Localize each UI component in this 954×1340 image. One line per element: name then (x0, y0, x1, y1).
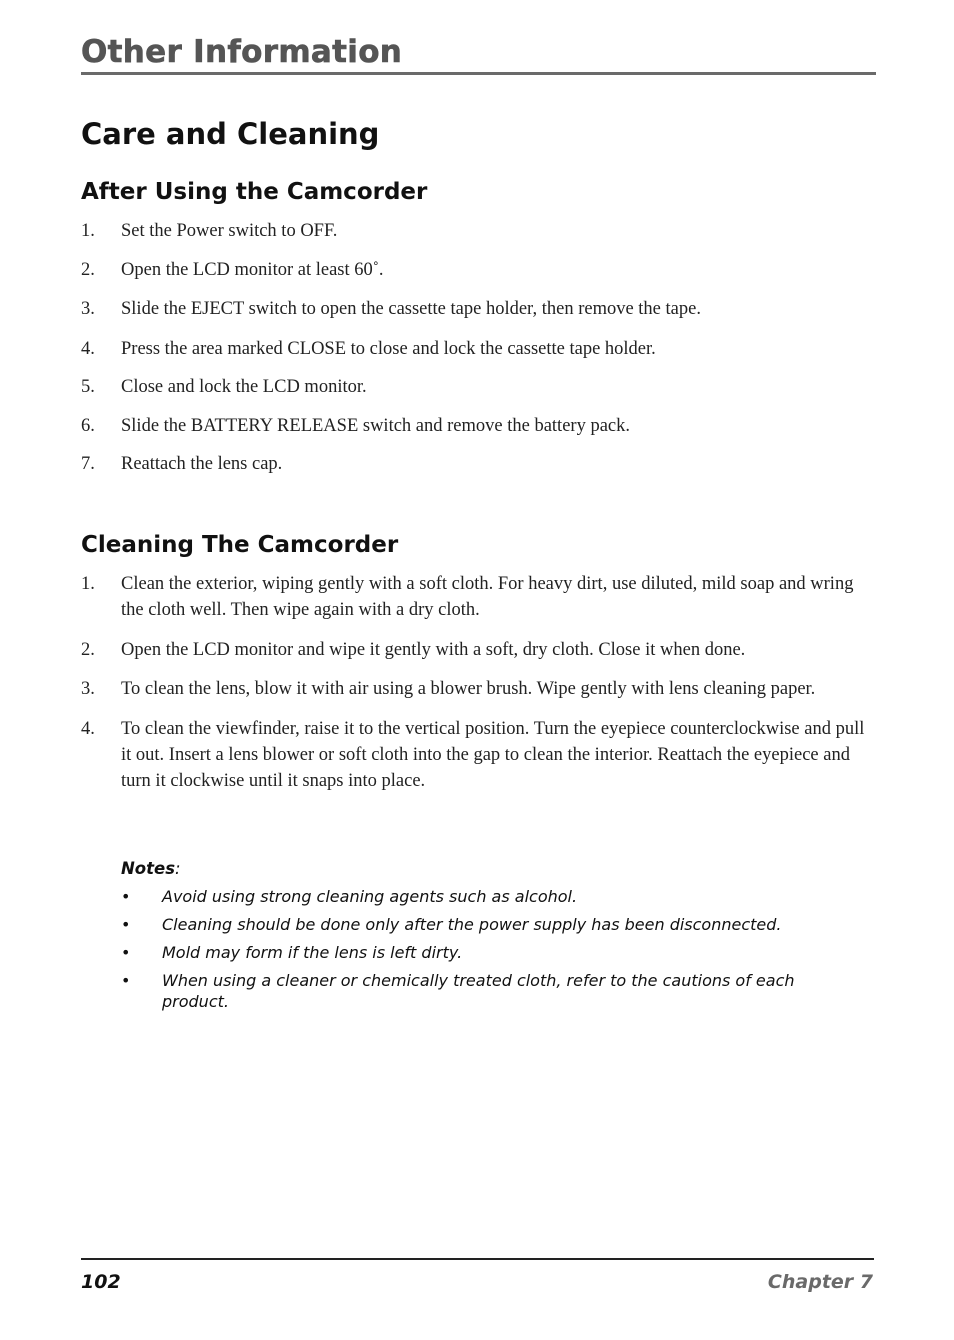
step-number: 2. (81, 640, 95, 660)
notes-label-colon: : (175, 859, 181, 878)
notes-list (121, 886, 841, 1012)
step-number: 7. (81, 454, 95, 474)
step-text: Reattach the lens cap. (121, 454, 283, 474)
cleaning-steps (81, 571, 871, 794)
cleaning-heading: Cleaning The Camcorder (81, 532, 399, 558)
step-number: 3. (81, 299, 95, 319)
step-text: Open the LCD monitor at least 60˚. (121, 260, 384, 280)
list-item (81, 218, 871, 244)
step-number: 4. (81, 719, 95, 739)
list-item (81, 257, 871, 283)
bullet-icon: • (121, 915, 131, 934)
step-text: Slide the BATTERY RELEASE switch and remove the battery pack. (121, 416, 630, 436)
step-number: 6. (81, 416, 95, 436)
step-number: 5. (81, 377, 95, 397)
list-item (81, 336, 871, 362)
list-item (81, 637, 871, 663)
notes-label (121, 858, 181, 880)
note-text: Mold may form if the lens is left dirty. (162, 943, 463, 962)
list-item (81, 296, 871, 322)
list-item (81, 413, 871, 439)
list-item (81, 676, 871, 702)
note-text: Avoid using strong cleaning agents such as alcohol. (162, 887, 578, 906)
list-item (81, 374, 871, 400)
running-header-title: Other Information (81, 34, 403, 70)
chapter-label: Chapter 7 (767, 1271, 873, 1293)
step-text: To clean the lens, blow it with air using a blower brush. Wipe gently with lens cleaning paper. (121, 679, 816, 699)
notes-label-text: Notes (121, 859, 176, 878)
note-item (121, 886, 841, 907)
note-item (121, 942, 841, 963)
bullet-icon: • (121, 887, 131, 906)
bullet-icon: • (121, 971, 131, 990)
list-item (81, 571, 871, 623)
list-item (81, 716, 871, 794)
step-text: Set the Power switch to OFF. (121, 221, 338, 241)
step-text: Slide the EJECT switch to open the cassette tape holder, then remove the tape. (121, 299, 701, 319)
note-text: Cleaning should be done only after the power supply has been disconnected. (162, 915, 782, 934)
footer-divider (81, 1258, 874, 1260)
step-number: 4. (81, 339, 95, 359)
step-number: 1. (81, 221, 95, 241)
note-item (121, 914, 841, 935)
list-item (81, 451, 871, 477)
step-text: Press the area marked CLOSE to close and lock the cassette tape holder. (121, 339, 656, 359)
bullet-icon: • (121, 943, 131, 962)
note-item (121, 970, 841, 1012)
step-number: 3. (81, 679, 95, 699)
page-number: 102 (81, 1271, 121, 1293)
step-number: 1. (81, 574, 95, 594)
step-text: To clean the viewfinder, raise it to the vertical position. Turn the eyepiece counterclockwise and pull it out. Insert a lens blower or soft cloth into the gap to clean the interior. Reattach the eyepiece and turn it clockwise until it snaps into place. (121, 719, 865, 791)
step-text: Clean the exterior, wiping gently with a soft cloth. For heavy dirt, use diluted, mild soap and wring the cloth well. Then wipe again with a dry cloth. (121, 574, 854, 620)
after-use-heading: After Using the Camcorder (81, 179, 428, 205)
header-divider (81, 72, 876, 75)
after-use-steps (81, 218, 871, 477)
step-text: Open the LCD monitor and wipe it gently with a soft, dry cloth. Close it when done. (121, 640, 746, 660)
section-title: Care and Cleaning (81, 117, 380, 151)
note-text: When using a cleaner or chemically treated cloth, refer to the cautions of each product. (162, 971, 795, 1011)
step-number: 2. (81, 260, 95, 280)
step-text: Close and lock the LCD monitor. (121, 377, 367, 397)
